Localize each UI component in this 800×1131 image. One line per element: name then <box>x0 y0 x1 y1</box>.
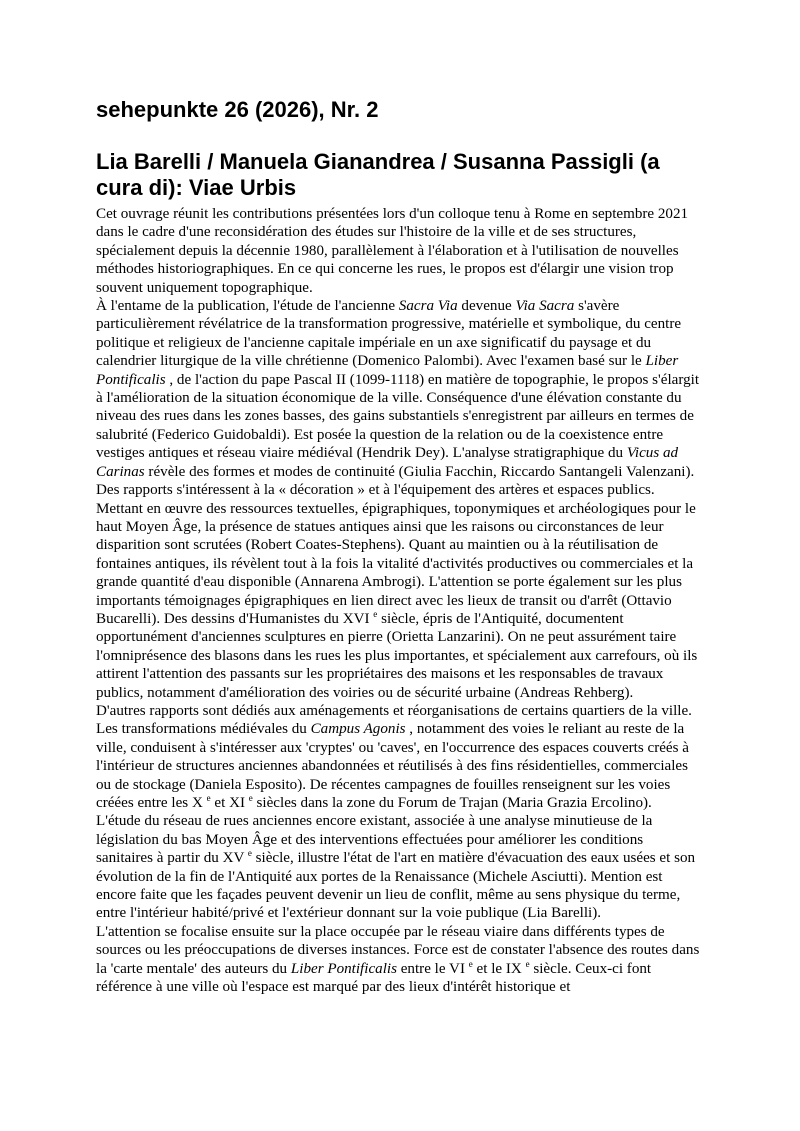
text-run: siècle, épris de l'Antiquité, documentent opportunément d'anciennes sculptures en pierre (Orietta Lanzarini). On ne peut assurément taire l'omniprésence des blasons dans les rues les plus importantes, et spécialement aux carrefours, où ils attirent l'attention des passants sur les propriétaires des maisons et les responsables de travaux publics, notamment d'amélioration des voiries ou de sécurité urbaine (Andreas Rehberg). <box>96 610 698 701</box>
body-paragraph <box>96 702 700 923</box>
text-run: devenue <box>457 298 516 315</box>
body-paragraph <box>96 205 700 297</box>
review-body <box>96 205 700 996</box>
text-run: siècles dans la zone du Forum de Trajan (Maria Grazia Ercolino). L'étude du réseau de rues anciennes encore existant, associée à une analyse minutieuse de la législation du bas Moyen Âge et des interventions effectuées pour améliorer les conditions sanitaires à partir du XV <box>96 795 653 867</box>
review-title: Lia Barelli / Manuela Gianandrea / Susanna Passigli (a cura di): Viae Urbis <box>96 149 660 200</box>
body-paragraph <box>96 481 700 702</box>
text-run: siècle. Ceux-ci font référence à une ville où l'espace est marqué par des lieux d'intérêt historique et <box>96 960 652 996</box>
superscript: e <box>525 958 530 969</box>
superscript: e <box>247 848 252 859</box>
italic-title: Via Sacra <box>515 298 575 315</box>
superscript: e <box>206 792 211 803</box>
text-run: Des rapports s'intéressent à la « décoration » et à l'équipement des artères et espaces publics. Mettant en œuvre des ressources textuelles, épigraphiques, toponymiques et archéologiques pour le haut Moyen Âge, la présence de statues antiques ainsi que les raisons ou circonstances de leur disparition sont scrutées (Robert Coates-Stephens). Quant au maintien ou à la réutilisation de fontaines antiques, ils révèlent tout à la fois la vitalité d'activités productives ou commerciales et la grande quantité d'eau disponible (Annarena Ambrogi). L'attention se porte également sur les plus importants témoignages épigraphiques en lien direct avec les lieux de transit ou d'arrêt (Ottavio Bucarelli). Des dessins d'Humanistes du XVI <box>96 482 696 627</box>
italic-title: Sacra Via <box>398 298 458 315</box>
journal-issue-heading: sehepunkte 26 (2026), Nr. 2 <box>96 97 379 122</box>
text-run: D'autres rapports sont dédiés aux aménagements et réorganisations de certains quartiers de la ville. Les transformations médiévales du <box>96 702 692 738</box>
italic-title: Vicus ad Carinas <box>96 445 679 480</box>
superscript: e <box>468 958 473 969</box>
text-run: siècle, illustre l'état de l'art en matière d'évacuation des eaux usées et son évolution de la fin de l'Antiquité aux portes de la Renaissance (Michele Asciutti). Mention est encore faite que les façades peuvent devenir un lieu de conflit, même au sens physique du terme, entre l'intérieur habité/privé et l'extérieur donnant sur la voie publique (Lia Barelli). <box>96 850 696 922</box>
text-run: Cet ouvrage réunit les contributions présentées lors d'un colloque tenu à Rome en septembre 2021 dans le cadre d'une reconsidération des études sur l'histoire de la ville et de ses structures, spécialement depuis la décennie 1980, parallèlement à l'élaboration et à l'utilisation de nouvelles méthodes historiographiques. En ce qui concerne les rues, le propos est d'élargir une vision trop souvent uniquement topographique. <box>96 206 689 296</box>
text-run: À l'entame de la publication, l'étude de l'ancienne <box>96 298 399 315</box>
text-run: L'attention se focalise ensuite sur la place occupée par le réseau viaire dans différents types de sources ou les préoccupations de diverses instances. Force est de constater l'absence des routes dans la 'carte mentale' des auteurs du <box>96 923 700 977</box>
text-run: et XI <box>210 795 249 811</box>
body-paragraph <box>96 297 700 481</box>
italic-title: Liber Pontificalis <box>96 353 679 388</box>
italic-title: Liber Pontificalis <box>290 960 397 977</box>
text-run: s'avère particulièrement révélatrice de la transformation progressive, matérielle et symbolique, du centre politique et religieux de l'ancienne capitale impériale en un axe significatif du paysage et du calendrier liturgique de la ville chrétienne (Domenico Palombi). Avec l'examen basé sur le <box>96 298 682 370</box>
italic-title: Campus Agonis <box>310 721 406 738</box>
text-run: et le IX <box>472 960 526 977</box>
superscript: e <box>373 608 378 619</box>
text-run: , notamment des voies le reliant au reste de la ville, conduisent à s'intéresser aux 'cryptes' ou 'caves', en l'occurrence des espaces couverts créés à l'intérieur de structures anciennes abandonnées et réutilisés à des fins résidentielles, commerciales ou de stockage (Daniela Esposito). De récentes campagnes de fouilles renseignent sur les voies créées entre les X <box>96 721 689 811</box>
text-run: révèle des formes et modes de continuité (Giulia Facchin, Riccardo Santangeli Valenzani). <box>144 463 695 480</box>
body-paragraph <box>96 923 700 997</box>
text-run: entre le VI <box>396 960 469 977</box>
superscript: e <box>248 792 253 803</box>
text-run: , de l'action du pape Pascal II (1099-1118) en matière de topographie, le propos s'élargit à l'amélioration de la situation économique de la ville. Conséquence d'une élévation constante du niveau des rues dans les zones basses, des gains substantiels s'enregistrent par ailleurs en termes de salubrité (Federico Guidobaldi). Est posée la question de la relation ou de la coexistence entre vestiges antiques et réseau viaire médiéval (Hendrik Dey). L'analyse stratigraphique du <box>96 371 700 462</box>
